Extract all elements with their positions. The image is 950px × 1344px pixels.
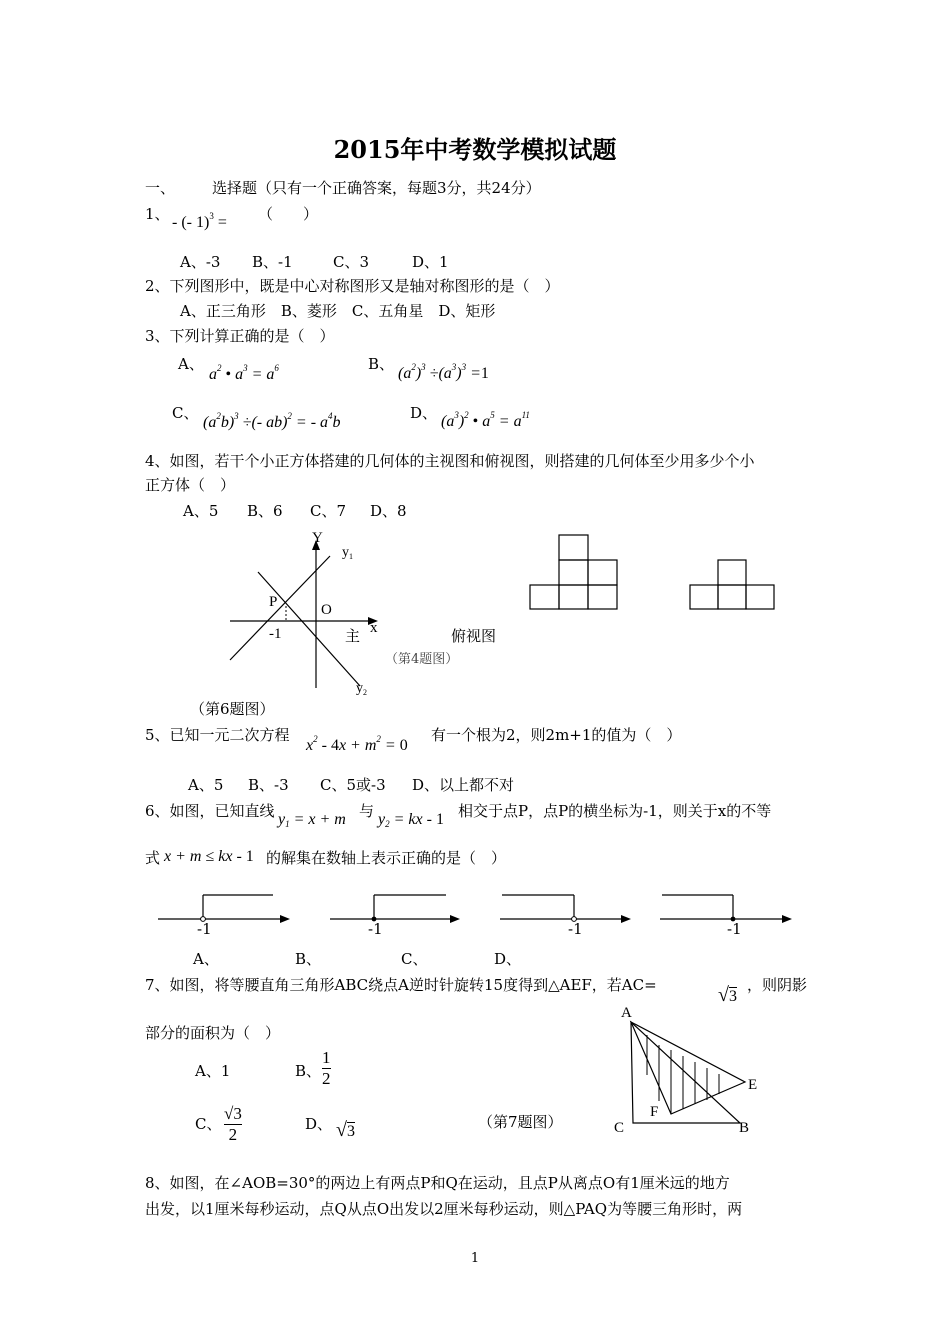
q1-option-b: B、-1 [252, 253, 293, 271]
q6-stem-b: 相交于点P，点P的横坐标为-1，则关于x的不等 [458, 802, 772, 820]
q7-option-d-value: √3 [336, 1119, 355, 1141]
q1-paren: （ ） [258, 205, 319, 223]
q1-option-a: A、-3 [180, 253, 221, 271]
q8-line2: 出发，以1厘米每秒运动，点Q从点O出发以2厘米每秒运动，则△PAQ为等腰三角形时，两 [145, 1200, 743, 1218]
q4-option-b: B、6 [247, 502, 283, 520]
fig4-caption: （第4题图） [385, 652, 459, 667]
q6-tick-b: -1 [368, 920, 383, 938]
figure-6-graph [220, 528, 400, 703]
q6-label-a: A、 [193, 950, 219, 968]
q4-line1: 4、如图，若干个小正方体搭建的几何体的主视图和俯视图，则搭建的几何体至少用多少个小 [145, 452, 755, 470]
q7-line2: 部分的面积为（ ） [145, 1024, 281, 1042]
number-line-c [500, 895, 631, 923]
q7-stem-a: 7、如图，将等腰直角三角形ABC绕点A逆时针旋转15度得到△AEF，若AC= [145, 976, 657, 994]
q5-stem-b: 有一个根为2，则2m+1的值为（ ） [431, 726, 682, 744]
q6-mid: 与 [359, 802, 375, 820]
page-number: 1 [470, 1251, 480, 1266]
q6-eq-y1: $y_1 = x + m$ [278, 811, 346, 829]
fig7-label-a: A [621, 1005, 632, 1021]
origin-label: O [321, 602, 332, 618]
q6-label-d: D、 [494, 950, 522, 968]
q4-line2: 正方体（ ） [145, 476, 236, 494]
q5-equation: $x^2 - 4x + m^2 = 0$ [306, 734, 408, 754]
q6-label-b: B、 [295, 950, 322, 968]
q2-stem: 2、下列图形中，既是中心对称图形又是轴对称图形的是（ ） [145, 277, 560, 295]
y1-label: $y_1$ [342, 545, 353, 561]
q3-label-a: A、 [178, 355, 204, 373]
number-line-d [660, 895, 792, 923]
figure-7-triangles [605, 1000, 780, 1140]
fig7-label-f: F [650, 1104, 659, 1120]
q6-tick-c: -1 [568, 920, 583, 938]
q6-stem-a: 6、如图，已知直线 [145, 802, 275, 820]
fig6-caption: （第6题图） [190, 700, 275, 718]
q5-option-c: C、5或-3 [320, 776, 386, 794]
q7-option-b-value: $\frac{1}{2}$ [322, 1048, 331, 1088]
number-line-b [330, 895, 460, 923]
q6-line2-b: 的解集在数轴上表示正确的是（ ） [266, 849, 507, 867]
q7-caption: （第7题图） [478, 1113, 563, 1131]
q6-tick-a: -1 [197, 920, 212, 938]
q3-label-b: B、 [368, 355, 395, 373]
q6-label-c: C、 [401, 950, 428, 968]
q6-number-lines [150, 885, 800, 925]
q7-option-a: A、1 [195, 1062, 231, 1080]
q1-expression: - (- 1)$^3$ = [172, 211, 227, 231]
q4-option-c: C、7 [310, 502, 347, 520]
q1-number: 1、 [145, 205, 170, 223]
y-axis-label: Y [312, 530, 323, 546]
number-line-a [158, 895, 290, 923]
q3-label-d: D、 [410, 404, 438, 422]
q3-expr-c: $(a^2b)^3$ ÷(- ab)$^2$ = - $a^4b$ [203, 411, 341, 431]
q3-expr-a: $a^2$ • $a^3 = a^6$ [209, 363, 279, 383]
fig7-label-e: E [748, 1077, 758, 1093]
q7-stem-b: ，则阴影 [747, 976, 808, 994]
q7-option-d-label: D、 [305, 1115, 333, 1133]
q8-line1: 8、如图，在∠AOB=30°的两边上有两点P和Q在运动，且点P从离点O有1厘米远的地方 [145, 1174, 730, 1192]
fig4-top-label: 俯视图 [451, 627, 497, 645]
q7-option-b-label: B、 [295, 1062, 322, 1080]
q5-option-d: D、以上都不对 [412, 776, 515, 794]
q5-option-b: B、-3 [248, 776, 289, 794]
q1-option-d: D、1 [412, 253, 449, 271]
triangle-aef [631, 1022, 745, 1114]
q6-tick-d: -1 [727, 920, 742, 938]
q7-option-c-label: C、 [195, 1115, 222, 1133]
q3-stem: 3、下列计算正确的是（ ） [145, 327, 335, 345]
section-heading: 选择题（只有一个正确答案，每题3分，共24分） [212, 179, 541, 197]
top-view [690, 560, 774, 609]
q2-options: A、正三角形 B、菱形 C、五角星 D、矩形 [180, 302, 496, 320]
section-number: 一、 [145, 179, 176, 197]
q5-stem-a: 5、已知一元二次方程 [145, 726, 290, 744]
q4-option-a: A、5 [183, 502, 219, 520]
x-axis-label: x [370, 620, 378, 636]
q3-expr-b: $(a^2)^3 \div(a^3)^3 =1$ [398, 362, 489, 382]
q3-label-c: C、 [172, 404, 199, 422]
page-title: 2015年中考数学模拟试题 [333, 135, 617, 164]
front-view [530, 535, 617, 609]
q4-option-d: D、8 [370, 502, 407, 520]
q7-sqrt3: √3 [718, 984, 737, 1006]
line-y1 [230, 556, 330, 660]
q3-expr-d: $(a^3)^2$ • $a^5 = a^{11}$ [441, 410, 530, 430]
y2-label: $y_2$ [356, 681, 367, 697]
figure-4-views [528, 533, 778, 613]
q1-option-c: C、3 [333, 253, 370, 271]
fig4-main-label: 主 [345, 627, 361, 645]
q6-inequality: x + m ≤ kx - 1 [164, 848, 254, 865]
q5-option-a: A、5 [188, 776, 224, 794]
neg-one-label: -1 [269, 626, 282, 642]
q6-eq-y2: $y_2$ = kx - 1 [378, 811, 444, 829]
point-p-label: P [269, 594, 278, 610]
fig7-label-c: C [614, 1120, 625, 1136]
fig7-label-b: B [739, 1120, 750, 1136]
q7-option-c-value: $\frac{√3}{2}$ [224, 1104, 242, 1144]
q6-line2-a: 式 [145, 849, 161, 867]
